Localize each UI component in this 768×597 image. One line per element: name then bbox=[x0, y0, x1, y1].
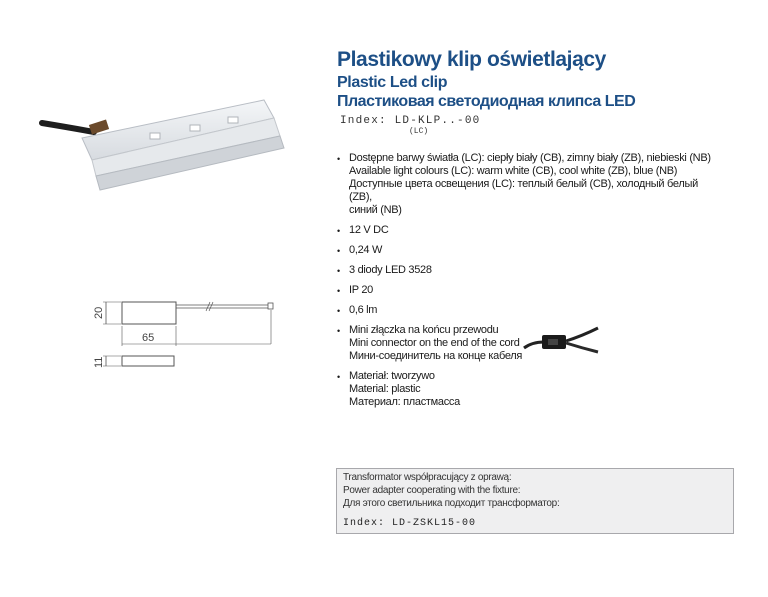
title-russian: Пластиковая светодиодная клипса LED bbox=[337, 93, 636, 110]
adapter-text-polish: Transformator współpracujący z oprawą: bbox=[343, 472, 512, 483]
feature-line: 12 V DC bbox=[349, 224, 389, 236]
bullet-dot-icon: • bbox=[337, 246, 340, 256]
feature-line: Materiał: tworzywo bbox=[349, 370, 435, 382]
feature-power bbox=[337, 244, 717, 257]
bullet-dot-icon: • bbox=[337, 372, 340, 382]
feature-line: Mini złączka na końcu przewodu bbox=[349, 324, 499, 336]
feature-line: Доступные цвета освещения (LC): теплый белый (CB), холодный белый (ZB), bbox=[349, 178, 698, 203]
mini-connector-photo bbox=[522, 322, 600, 364]
feature-line: синий (NB) bbox=[349, 204, 402, 216]
feature-line: Мини-соединитель на конце кабеля bbox=[349, 350, 523, 362]
bullet-dot-icon: • bbox=[337, 266, 340, 276]
feature-ip-rating bbox=[337, 284, 717, 297]
adapter-index: Index: LD-ZSKL15-00 bbox=[343, 518, 477, 529]
feature-line: IP 20 bbox=[349, 284, 373, 296]
adapter-text-english: Power adapter cooperating with the fixture: bbox=[343, 485, 521, 496]
bullet-dot-icon: • bbox=[337, 154, 340, 164]
adapter-text-russian: Для этого светильника подходит трансформатор: bbox=[343, 498, 560, 509]
feature-light-colours bbox=[337, 152, 717, 217]
width-label: 65 bbox=[142, 332, 155, 344]
title-polish: Plastikowy klip oświetlający bbox=[337, 48, 606, 71]
feature-voltage bbox=[337, 224, 717, 237]
features-list bbox=[337, 152, 717, 416]
bullet-dot-icon: • bbox=[337, 306, 340, 316]
feature-line: Материал: пластмасса bbox=[349, 396, 460, 408]
feature-line: 3 diody LED 3528 bbox=[349, 264, 432, 276]
product-photo bbox=[22, 50, 322, 210]
bullet-dot-icon: • bbox=[337, 286, 340, 296]
dimension-drawing bbox=[88, 292, 288, 384]
product-index: Index: LD-KLP..-00 bbox=[340, 115, 481, 127]
feature-line: Dostępne barwy światła (LC): ciepły biały (CB), zimny biały (ZB), niebieski (NB) bbox=[349, 152, 711, 164]
feature-line: Available light colours (LC): warm white (CB), cool white (ZB), blue (NB) bbox=[349, 165, 678, 177]
feature-lumens bbox=[337, 304, 717, 317]
feature-line: Mini connector on the end of the cord bbox=[349, 337, 520, 349]
bullet-dot-icon: • bbox=[337, 226, 340, 236]
feature-leds bbox=[337, 264, 717, 277]
bullet-dot-icon: • bbox=[337, 326, 340, 336]
feature-material bbox=[337, 370, 717, 409]
feature-line: 0,6 lm bbox=[349, 304, 378, 316]
height-label: 20 bbox=[93, 306, 105, 319]
feature-line: 0,24 W bbox=[349, 244, 383, 256]
feature-line: Material: plastic bbox=[349, 383, 421, 395]
product-index-suffix: (LC) bbox=[409, 127, 429, 136]
power-adapter-box bbox=[336, 468, 734, 534]
title-english: Plastic Led clip bbox=[337, 74, 448, 91]
depth-label: 11 bbox=[93, 356, 105, 368]
